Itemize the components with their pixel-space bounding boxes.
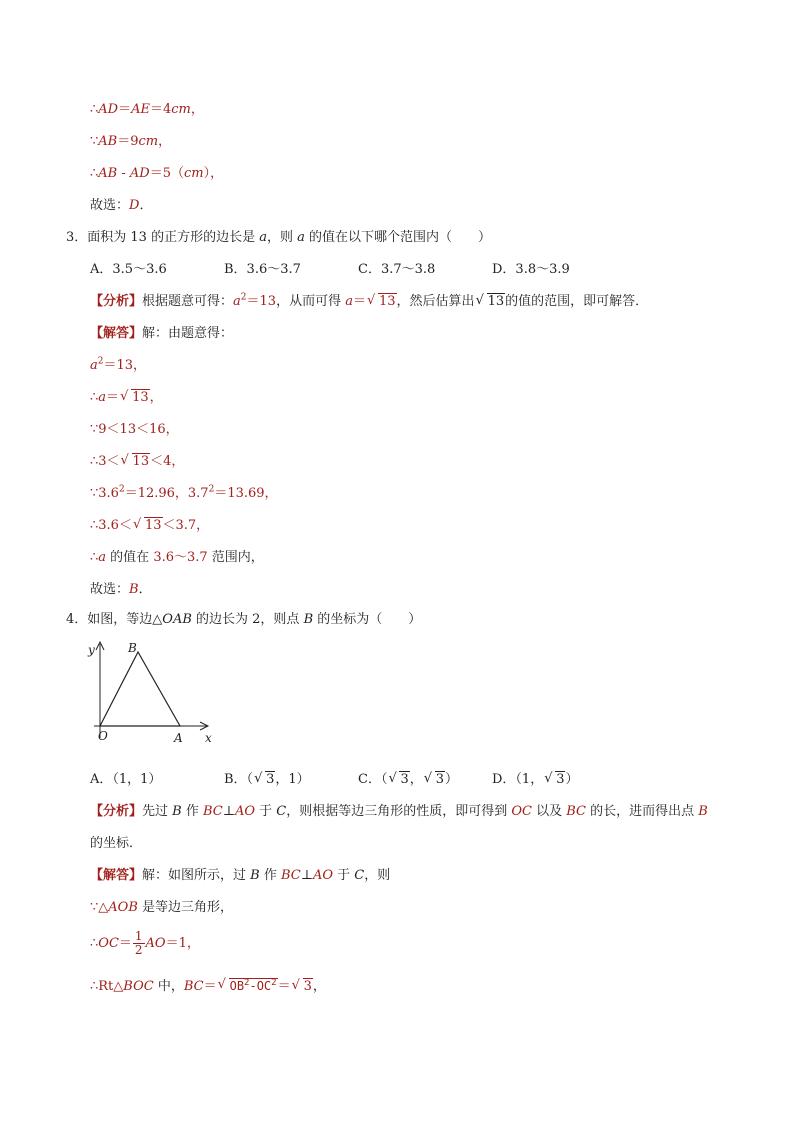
q3-option-a: A．3.5～3.6 [90, 262, 167, 277]
q4-analysis-2: 的坐标． [90, 836, 143, 851]
q4-stem: 4．如图，等边△OAB 的边长为 2，则点 B 的坐标为（ ） [66, 612, 422, 627]
q4-analysis-1: 【分析】先过 B 作 BC⊥AO 于 C，则根据等边三角形的性质，即可得到 OC 以及 BC 的长，进而得出点 B [90, 804, 708, 819]
label-a: A [174, 731, 183, 745]
q4-option-a: A．（1，1） [90, 772, 162, 787]
q3-step-2: ∴a＝√ 13， [90, 388, 163, 408]
q3-option-d: D．3.8～3.9 [492, 262, 570, 277]
q3-option-c: C．3.7～3.8 [358, 262, 436, 277]
prev-step-1: ∴AD＝AE＝4cm， [90, 102, 204, 117]
q4-answer-tag: 【解答】 [90, 868, 143, 883]
q3-analysis: 【分析】根据题意可得：$a^2=13$，从而可得 a＝√ 13，然后估算出√ 13的值的范围，即可解答． [90, 292, 648, 312]
prev-conclusion: 故选：D． [90, 198, 153, 213]
label-o: O [98, 729, 108, 743]
q3-answer-text: 解：由题意得： [142, 326, 234, 341]
label-b: B [128, 641, 137, 655]
q3-step-6: ∴3.6＜√ 13＜3.7， [90, 516, 209, 536]
label-y: y [88, 643, 95, 657]
q3-step-3: ∵9＜13＜16， [90, 422, 179, 437]
q3-options [90, 260, 626, 280]
q4-step-3: ∴Rt△BOC 中，BC＝√ $OB^2-OC^2=√$ 3， [90, 976, 326, 997]
q4-analysis-tag: 【分析】 [90, 804, 143, 819]
q3-option-b: B．3.6～3.7 [224, 262, 301, 277]
q4-step-2: ∴OC＝ $\frac{1}{2}$ AO＝1， [90, 929, 200, 957]
triangle-oab [100, 652, 180, 726]
q4-option-d: D．（1，√ 3） [492, 770, 626, 790]
q3-step-4: ∴3＜√ 13＜4， [90, 452, 184, 472]
q3-step-1: $a^2=13$， [90, 356, 147, 373]
q4-answer-head: 【解答】解：如图所示，过 B 作 BC⊥AO 于 C，则 [90, 868, 391, 883]
q3-step-7: ∴a 的值在 3.6～3.7 范围内， [90, 550, 264, 565]
q4-option-b: B．（√ 3，1） [224, 770, 358, 790]
q3-stem: 3．面积为 13 的正方形的边长是 a，则 a 的值在以下哪个范围内（ ） [66, 230, 492, 245]
q4-options [90, 770, 626, 790]
q3-answer-tag: 【解答】 [90, 326, 143, 341]
q3-answer-head [90, 324, 233, 344]
q3-conclusion: 故选：B． [90, 582, 152, 597]
q3-step-5: $\because 3.6^2=12.96$，$3.7^2=13.69$， [90, 484, 278, 501]
q3-analysis-tag: 【分析】 [90, 294, 143, 309]
prev-step-3: ∴AB - AD＝5（cm）， [90, 166, 224, 181]
q4-figure [86, 638, 216, 748]
label-x: x [205, 731, 212, 745]
prev-step-2: ∵AB＝9cm， [90, 134, 172, 149]
q4-option-c: C．（√ 3，√ 3） [358, 770, 492, 790]
q4-step-1: ∵△AOB 是等边三角形， [90, 900, 234, 915]
